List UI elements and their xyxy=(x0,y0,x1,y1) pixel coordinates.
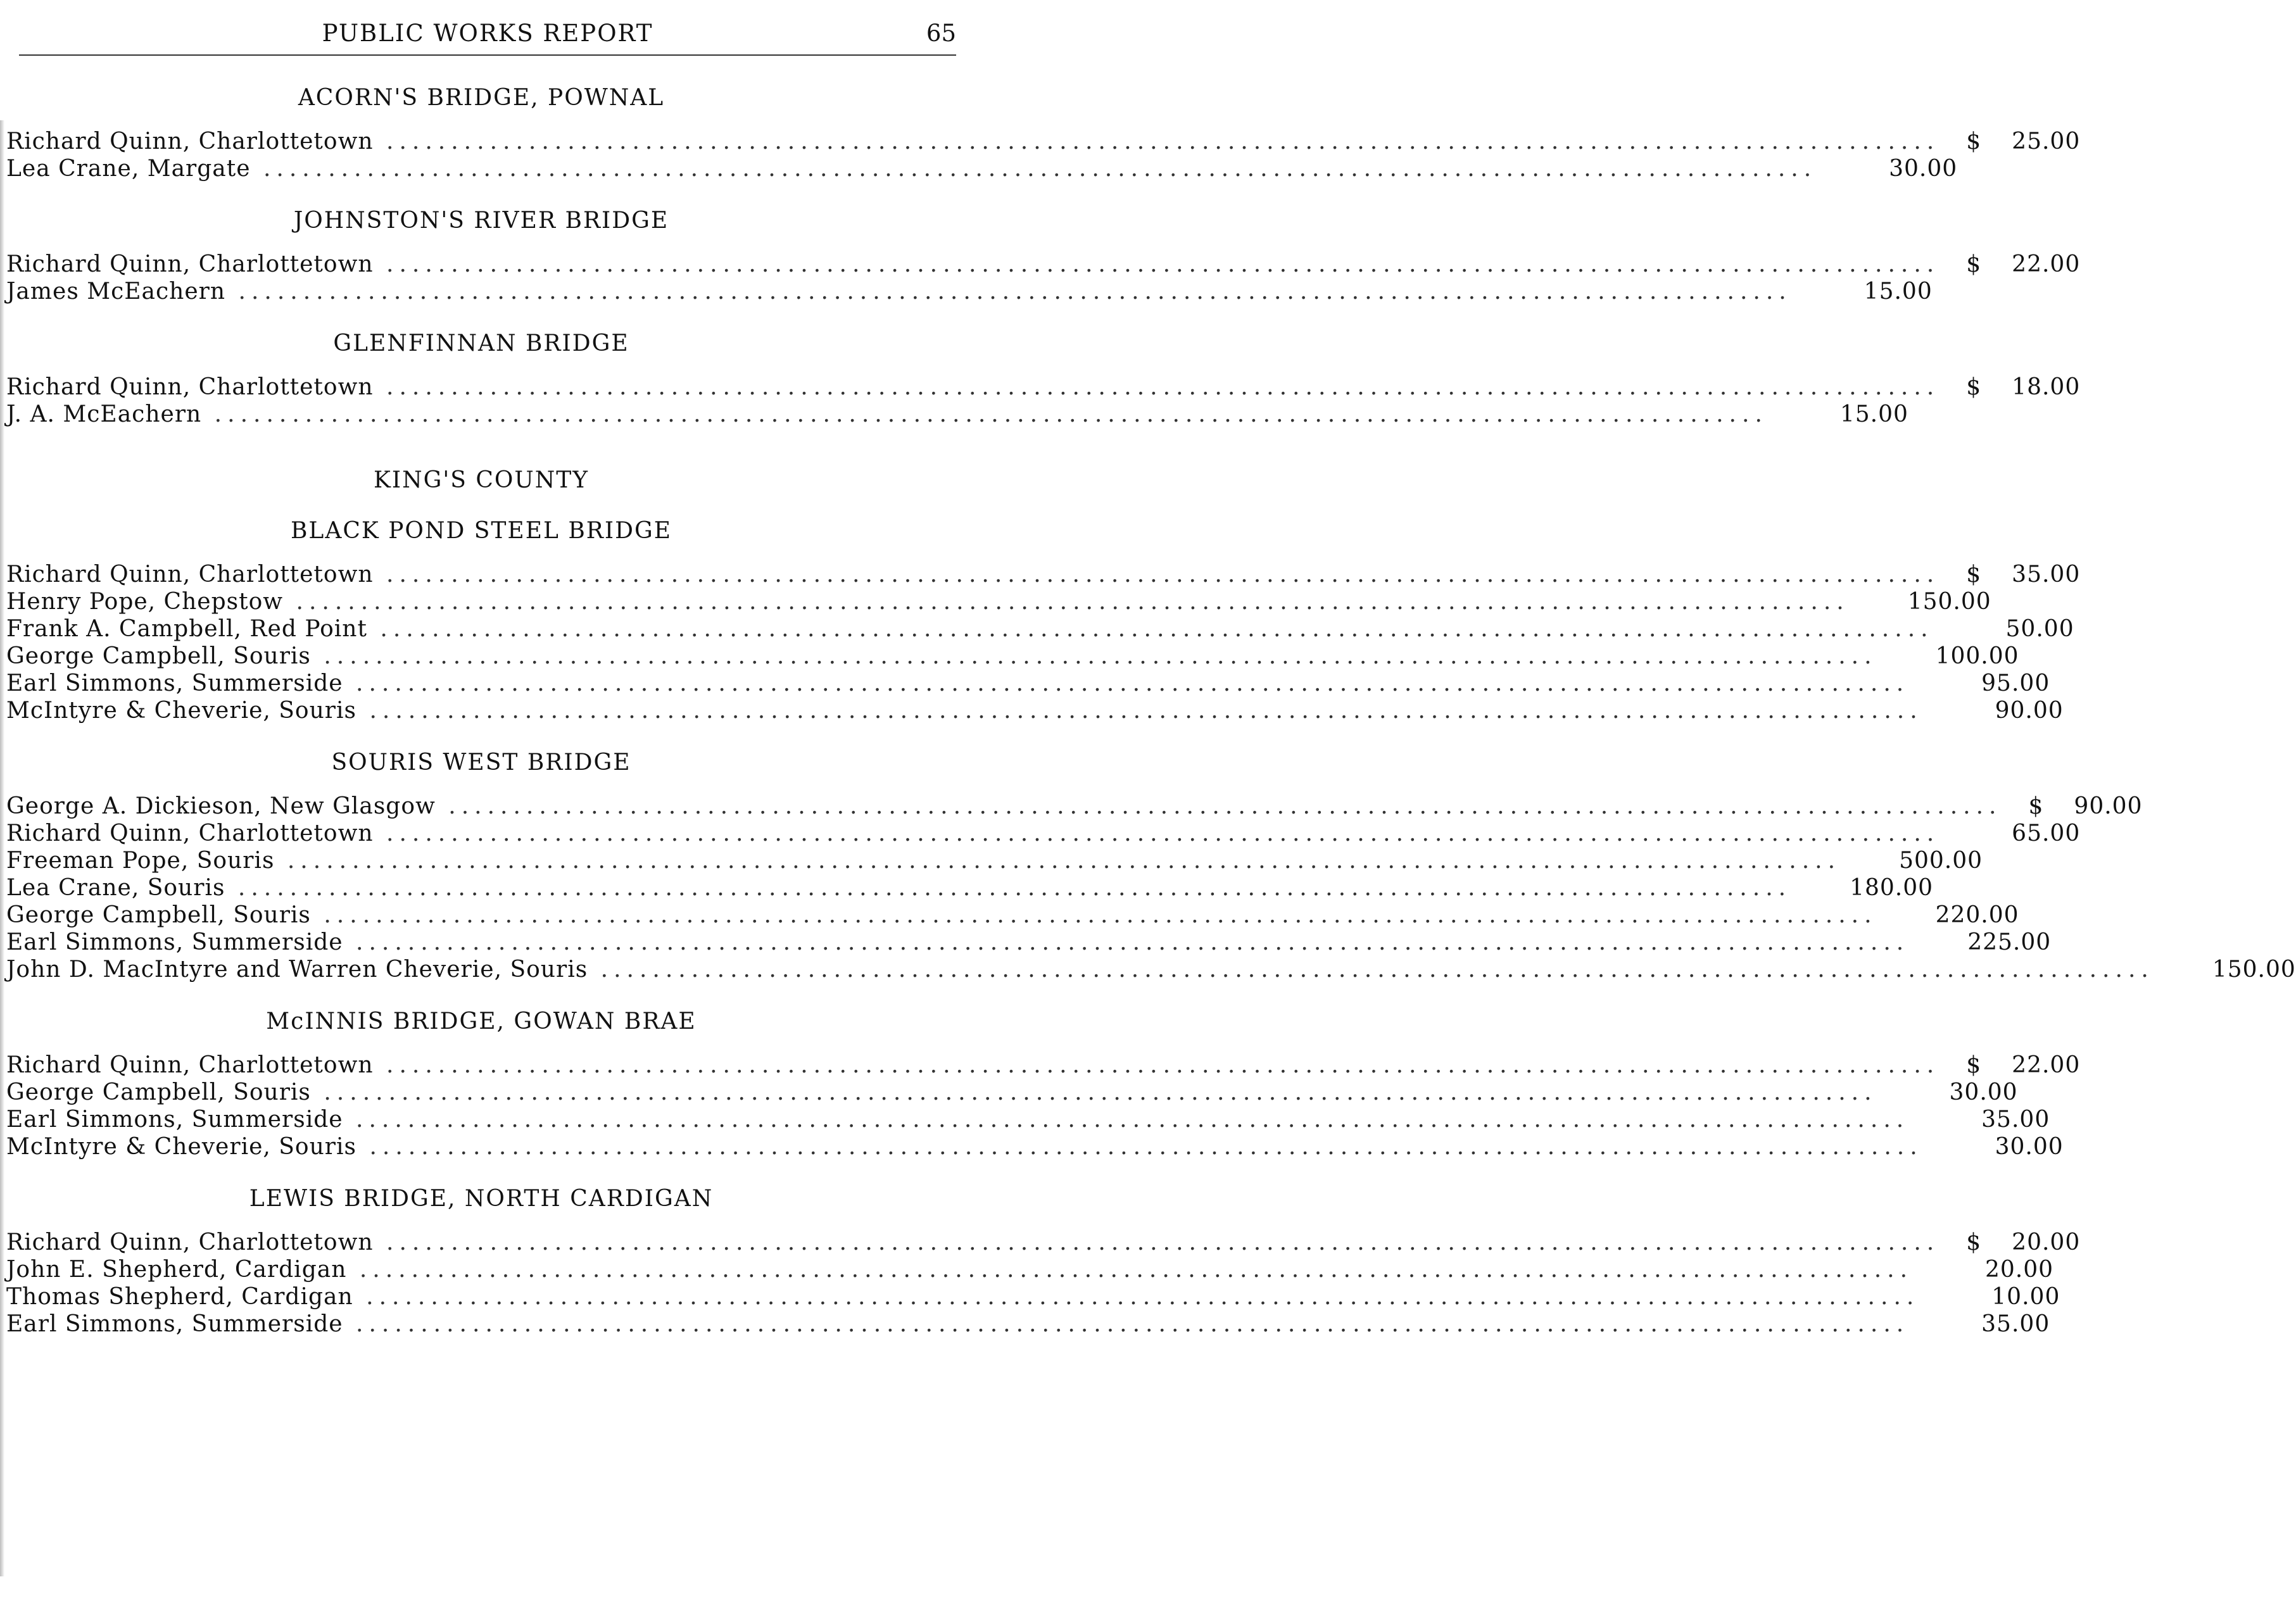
payee-name: McIntyre & Cheverie, Souris xyxy=(6,698,356,724)
amount: 22.00 xyxy=(2012,251,2081,277)
payee-name-cell xyxy=(6,1079,1877,1106)
table-row xyxy=(6,697,2064,724)
table-row xyxy=(6,615,2074,643)
amount: 95.00 xyxy=(1981,670,2050,696)
payee-name-cell xyxy=(6,561,1940,588)
payee-name-cell xyxy=(6,1106,1909,1133)
payee-name-cell xyxy=(6,155,1817,182)
dot-leader: ........................................................................................................................ xyxy=(201,401,1768,427)
table-row xyxy=(6,278,1933,305)
table-row xyxy=(6,929,2052,956)
dot-leader: ........................................................................................................................ xyxy=(373,1052,1940,1078)
payee-name: George Campbell, Souris xyxy=(6,643,311,669)
dot-leader: ........................................................................................................................ xyxy=(343,1107,1910,1133)
binding-edge xyxy=(0,120,4,1576)
table-row xyxy=(6,847,1983,874)
table-row xyxy=(6,643,2019,670)
amount: 150.00 xyxy=(2212,957,2296,983)
payee-name: Frank A. Campbell, Red Point xyxy=(6,616,367,642)
table-row xyxy=(6,820,2081,847)
table-row xyxy=(6,1106,2050,1133)
amount: 65.00 xyxy=(2012,820,2081,846)
table-row xyxy=(6,251,2081,278)
payee-name: Richard Quinn, Charlottetown xyxy=(6,1229,374,1255)
payee-name-cell xyxy=(6,929,1909,956)
payee-list xyxy=(6,1052,2081,1160)
payee-name: Freeman Pope, Souris xyxy=(6,848,275,874)
table-row xyxy=(6,401,1908,428)
payee-list xyxy=(6,793,2296,983)
amount: 35.00 xyxy=(1981,1107,2050,1133)
table-row xyxy=(6,1052,2081,1079)
table-row xyxy=(6,1310,2050,1338)
payee-name: Richard Quinn, Charlottetown xyxy=(6,129,374,154)
dot-leader: ........................................................................................................................ xyxy=(373,1229,1940,1255)
page-title: PUBLIC WORKS REPORT xyxy=(322,20,653,47)
payee-name: Richard Quinn, Charlottetown xyxy=(6,1052,374,1078)
running-head xyxy=(19,18,956,49)
payee-name-cell xyxy=(6,1256,1913,1283)
table-row xyxy=(6,128,2081,155)
payee-name-cell xyxy=(6,956,2154,983)
payee-name-cell xyxy=(6,697,1923,724)
amount: 10.00 xyxy=(1991,1284,2060,1310)
dot-leader: ........................................................................................................................ xyxy=(373,374,1940,400)
report-body xyxy=(6,82,2296,1360)
bridge-heading: BLACK POND STEEL BRIDGE xyxy=(290,518,672,544)
payee-list xyxy=(6,561,2081,724)
payee-name-cell xyxy=(6,278,1792,305)
currency-symbol: $ xyxy=(1966,251,1982,277)
currency-symbol: $ xyxy=(1966,1052,1982,1078)
payee-list xyxy=(6,374,2081,428)
payee-name-cell xyxy=(6,847,1841,874)
payee-list xyxy=(6,251,2081,305)
page-number: 65 xyxy=(926,20,956,47)
dot-leader: ........................................................................................................................ xyxy=(343,929,1910,955)
table-row xyxy=(6,155,1958,182)
payee-name-cell xyxy=(6,643,1877,670)
table-row xyxy=(6,1133,2064,1160)
dot-leader: ........................................................................................................................ xyxy=(310,643,1877,669)
dot-leader: ........................................................................................................................ xyxy=(353,1284,1920,1310)
dot-leader: ........................................................................................................................ xyxy=(435,793,2002,819)
payee-list xyxy=(6,1229,2081,1338)
table-row xyxy=(6,561,2081,588)
dot-leader: ........................................................................................................................ xyxy=(373,562,1940,588)
dot-leader: ........................................................................................................................ xyxy=(225,875,1792,901)
amount: 30.00 xyxy=(1889,156,1958,182)
payee-name-cell xyxy=(6,1310,1909,1338)
amount: 22.00 xyxy=(2012,1052,2081,1078)
payee-name-cell xyxy=(6,1133,1923,1160)
payee-name: Richard Quinn, Charlottetown xyxy=(6,820,374,846)
bridge-heading: SOURIS WEST BRIDGE xyxy=(331,750,631,776)
dot-leader: ........................................................................................................................ xyxy=(283,589,1850,615)
payee-name: John E. Shepherd, Cardigan xyxy=(6,1257,347,1283)
dot-leader: ........................................................................................................................ xyxy=(250,156,1817,182)
dot-leader: ........................................................................................................................ xyxy=(343,1311,1910,1337)
table-row xyxy=(6,374,2081,401)
table-row xyxy=(6,902,2019,929)
payee-name: John D. MacIntyre and Warren Cheverie, Souris xyxy=(6,957,588,983)
amount: 30.00 xyxy=(1949,1079,2018,1105)
payee-name-cell xyxy=(6,588,1850,615)
amount: 18.00 xyxy=(2012,374,2081,400)
dot-leader: ........................................................................................................................ xyxy=(588,957,2154,983)
payee-name: Richard Quinn, Charlottetown xyxy=(6,562,374,588)
amount: 100.00 xyxy=(1935,643,2019,669)
dot-leader: ........................................................................................................................ xyxy=(346,1257,1914,1283)
table-row xyxy=(6,1283,2060,1310)
dot-leader: ........................................................................................................................ xyxy=(373,820,1940,846)
payee-name-cell xyxy=(6,820,1940,847)
payee-name: Henry Pope, Chepstow xyxy=(6,589,284,615)
amount: 35.00 xyxy=(2012,562,2081,588)
payee-name: J. A. McEachern xyxy=(6,401,202,427)
payee-name-cell xyxy=(6,793,2002,820)
amount: 90.00 xyxy=(1995,698,2064,724)
amount: 25.00 xyxy=(2012,129,2081,154)
payee-name: McIntyre & Cheverie, Souris xyxy=(6,1134,356,1160)
dot-leader: ........................................................................................................................ xyxy=(373,251,1940,277)
payee-name: George Campbell, Souris xyxy=(6,902,311,928)
payee-name: James McEachern xyxy=(6,279,226,305)
payee-name-cell xyxy=(6,615,1934,643)
dot-leader: ........................................................................................................................ xyxy=(274,848,1841,874)
table-row xyxy=(6,793,2143,820)
payee-name-cell xyxy=(6,401,1768,428)
payee-name: George A. Dickieson, New Glasgow xyxy=(6,793,436,819)
amount: 220.00 xyxy=(1935,902,2019,928)
payee-name-cell xyxy=(6,1283,1919,1310)
payee-name: George Campbell, Souris xyxy=(6,1079,311,1105)
dot-leader: ........................................................................................................................ xyxy=(356,698,1923,724)
payee-list xyxy=(6,128,2081,182)
payee-name-cell xyxy=(6,670,1909,697)
amount: 150.00 xyxy=(1907,589,1991,615)
table-row xyxy=(6,874,1934,902)
amount: 500.00 xyxy=(1899,848,1983,874)
amount: 35.00 xyxy=(1981,1311,2050,1337)
currency-symbol: $ xyxy=(1966,562,1982,588)
dot-leader: ........................................................................................................................ xyxy=(310,902,1877,928)
currency-symbol: $ xyxy=(1966,1229,1982,1255)
payee-name: Lea Crane, Margate xyxy=(6,156,251,182)
payee-name-cell xyxy=(6,128,1940,155)
payee-name-cell xyxy=(6,251,1940,278)
payee-name: Thomas Shepherd, Cardigan xyxy=(6,1284,353,1310)
table-row xyxy=(6,1256,2054,1283)
currency-symbol: $ xyxy=(1966,374,1982,400)
payee-name: Earl Simmons, Summerside xyxy=(6,1311,343,1337)
table-row xyxy=(6,1229,2081,1256)
amount: 180.00 xyxy=(1850,875,1934,901)
table-row xyxy=(6,1079,2018,1106)
header-rule xyxy=(19,54,956,56)
amount: 15.00 xyxy=(1864,279,1933,305)
dot-leader: ........................................................................................................................ xyxy=(367,616,1934,642)
bridge-heading: GLENFINNAN BRIDGE xyxy=(333,330,629,356)
payee-name: Lea Crane, Souris xyxy=(6,875,225,901)
payee-name: Earl Simmons, Summerside xyxy=(6,670,343,696)
payee-name-cell xyxy=(6,1229,1940,1256)
bridge-heading: LEWIS BRIDGE, NORTH CARDIGAN xyxy=(249,1186,714,1212)
table-row xyxy=(6,956,2296,983)
payee-name-cell xyxy=(6,1052,1940,1079)
payee-name: Richard Quinn, Charlottetown xyxy=(6,251,374,277)
dot-leader: ........................................................................................................................ xyxy=(356,1134,1923,1160)
dot-leader: ........................................................................................................................ xyxy=(343,670,1910,696)
payee-name: Earl Simmons, Summerside xyxy=(6,929,343,955)
payee-name: Richard Quinn, Charlottetown xyxy=(6,374,374,400)
amount: 90.00 xyxy=(2074,793,2143,819)
bridge-heading: McINNIS BRIDGE, GOWAN BRAE xyxy=(266,1009,697,1034)
currency-symbol: $ xyxy=(2028,793,2044,819)
amount: 15.00 xyxy=(1839,401,1908,427)
payee-name-cell xyxy=(6,902,1877,929)
amount: 225.00 xyxy=(1967,929,2052,955)
amount: 20.00 xyxy=(1984,1257,2054,1283)
amount: 20.00 xyxy=(2012,1229,2081,1255)
county-heading: KING'S COUNTY xyxy=(373,467,590,493)
dot-leader: ........................................................................................................................ xyxy=(310,1079,1877,1105)
payee-name: Earl Simmons, Summerside xyxy=(6,1107,343,1133)
bridge-heading: ACORN'S BRIDGE, POWNAL xyxy=(298,85,665,111)
bridge-heading: JOHNSTON'S RIVER BRIDGE xyxy=(293,208,669,234)
payee-name-cell xyxy=(6,374,1940,401)
dot-leader: ........................................................................................................................ xyxy=(373,129,1940,154)
payee-name-cell xyxy=(6,874,1791,902)
amount: 50.00 xyxy=(2005,616,2074,642)
table-row xyxy=(6,588,1991,615)
amount: 30.00 xyxy=(1995,1134,2064,1160)
dot-leader: ........................................................................................................................ xyxy=(225,279,1792,305)
currency-symbol: $ xyxy=(1966,129,1982,154)
table-row xyxy=(6,670,2050,697)
